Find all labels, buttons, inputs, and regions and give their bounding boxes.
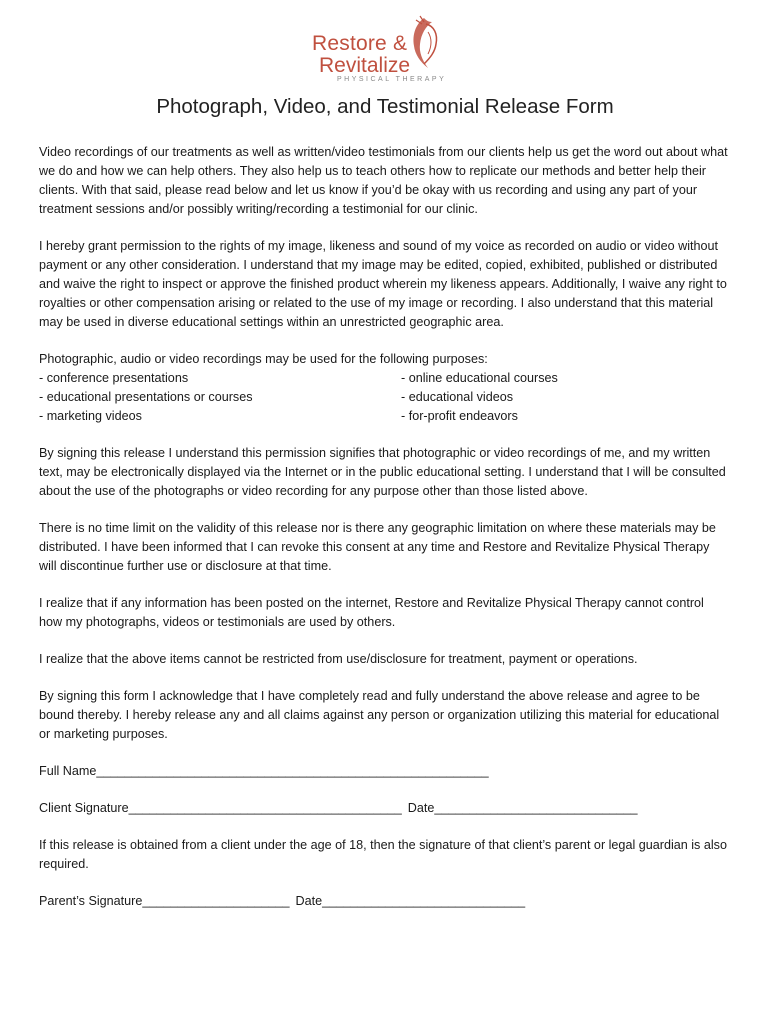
client-date-field[interactable]: Date_____________________________ [407,801,638,815]
form-body [39,143,729,929]
purposes-list [39,350,729,426]
client-signature-row [39,799,729,818]
client-signature-field[interactable]: Client Signature_______________________________________ [39,801,402,815]
purpose-row [39,388,729,407]
purpose-item: - online educational courses [401,371,558,385]
purposes-intro: Photographic, audio or video recordings may be used for the following purposes: [39,352,488,366]
purpose-item: - conference presentations [39,371,189,385]
time-limit-paragraph: There is no time limit on the validity of this release nor is there any geographic limitation on where these materials may be distributed. I have been informed that I can revoke this consent at any time and Restore and Revitalize Physical Therapy will discontinue further use or disclosure at that time. [39,521,716,573]
minor-note-paragraph: If this release is obtained from a client under the age of 18, then the signature of that client’s parent or legal guardian is also required. [39,838,727,871]
signing-release-paragraph: By signing this release I understand this permission signifies that photographic or video recordings of me, and my written text, may be electronically displayed via the Internet or in the public educational setting. I understand that I will be consulted about the use of the photographs or video recording for any purpose other than those listed above. [39,446,726,498]
intro-paragraph: Video recordings of our treatments as well as written/video testimonials from our clients help us get the word out about what we do and how we can help others. They also help us to teach others how to replicate our methods and better help their clients. With that said, please read below and let us know if you’d be okay with us recording and using any part of your treatment sessions and/or possibly writing/recording a testimonial for our clinic. [39,145,728,216]
purpose-item: - educational presentations or courses [39,390,253,404]
logo-name-line2: Revitalize [319,54,411,77]
page-title: Photograph, Video, and Testimonial Release Form [156,95,614,118]
logo-tagline: PHYSICAL THERAPY [337,76,447,83]
phoenix-bird-icon [406,14,442,76]
parent-signature-field[interactable]: Parent’s Signature_____________________ [39,894,290,908]
full-name-field[interactable]: Full Name________________________________________________________ [39,764,489,778]
logo [300,12,470,88]
logo-name-line1: Restore & [312,32,408,55]
purpose-row [39,407,729,426]
purpose-row [39,369,729,388]
purpose-item: - for-profit endeavors [401,409,518,423]
internet-paragraph: I realize that if any information has been posted on the internet, Restore and Revitalize Physical Therapy cannot control how my photographs, videos or testimonials are used by others. [39,596,704,629]
purpose-item: - marketing videos [39,409,142,423]
restriction-paragraph: I realize that the above items cannot be restricted from use/disclosure for treatment, payment or operations. [39,652,638,666]
permission-paragraph: I hereby grant permission to the rights of my image, likeness and sound of my voice as recorded on audio or video without payment or any other consideration. I understand that my image may be edited, copied, exhibited, published or distributed and waive the right to inspect or approve the finished product wherein my likeness appears. Additionally, I waive any right to royalties or other compensation arising or related to the use of my image or recording. I also understand that this material may be used in diverse educational settings within an unrestricted geographic area. [39,239,727,329]
parent-date-field[interactable]: Date_____________________________ [295,894,526,908]
acknowledge-paragraph: By signing this form I acknowledge that I have completely read and fully understand the above release and agree to be bound thereby. I hereby release any and all claims against any person or organization utilizing this material for educational or marketing purposes. [39,689,720,741]
purpose-item: - educational videos [401,390,514,404]
parent-signature-row [39,892,729,911]
